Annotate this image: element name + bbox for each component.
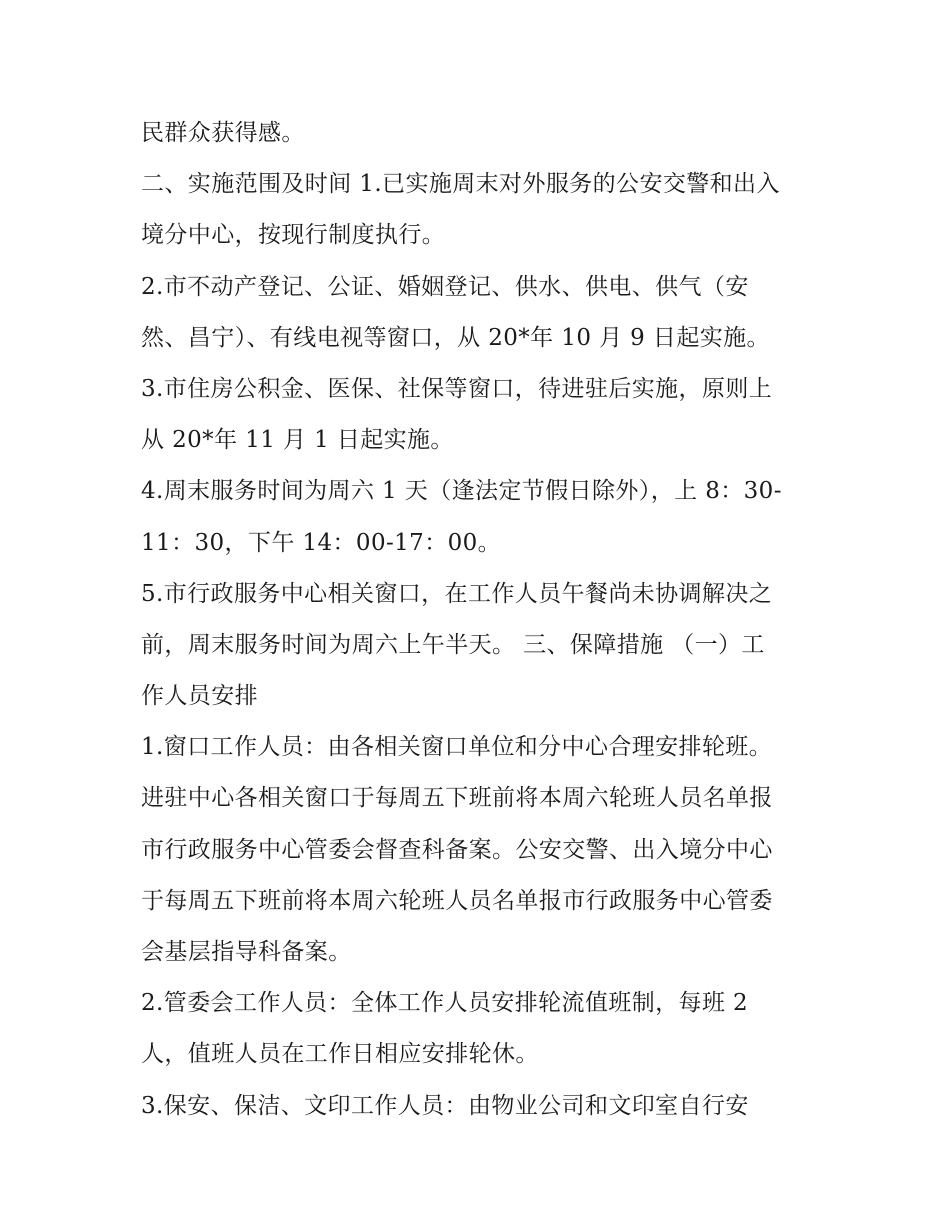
- text-line: 1.窗口工作人员：由各相关窗口单位和分中心合理安排轮班。: [141, 734, 773, 761]
- text-line: 5.市行政服务中心相关窗口，在工作人员午餐尚未协调解决之: [141, 580, 773, 607]
- document-body: [141, 108, 821, 1132]
- text-line: 人，值班人员在工作日相应安排轮休。: [141, 1041, 539, 1068]
- text-line: 2.管委会工作人员：全体工作人员安排轮流值班制，每班 2: [141, 990, 749, 1017]
- text-line: 4.周末服务时间为周六 1 天（逢法定节假日除外），上 8：30-: [141, 478, 782, 505]
- text-line: 前，周末服务时间为周六上午半天。 三、保障措施 （一）工: [141, 631, 765, 658]
- text-line: 3.市住房公积金、医保、社保等窗口，待进驻后实施，原则上: [141, 375, 773, 402]
- text-line: 11：30，下午 14：00-17：00。: [141, 529, 502, 556]
- text-line: 境分中心，按现行制度执行。: [141, 222, 446, 249]
- text-line: 进驻中心各相关窗口于每周五下班前将本周六轮班人员名单报: [141, 785, 773, 812]
- text-line: 3.保安、保洁、文印工作人员：由物业公司和文印室自行安: [141, 1092, 749, 1119]
- text-line: 于每周五下班前将本周六轮班人员名单报市行政服务中心管委: [141, 887, 773, 914]
- text-line: 2.市不动产登记、公证、婚姻登记、供水、供电、供气（安: [141, 273, 749, 300]
- text-line: 市行政服务中心管委会督查科备案。公安交警、出入境分中心: [141, 836, 773, 863]
- text-line: 民群众获得感。: [141, 120, 305, 146]
- text-line: 从 20*年 11 月 1 日起实施。: [141, 427, 454, 454]
- text-line: 作人员安排: [141, 683, 258, 710]
- text-line: 会基层指导科备案。: [141, 939, 352, 965]
- text-line: 二、实施范围及时间 1.已实施周末对外服务的公安交警和出入: [141, 171, 780, 198]
- text-line: 然、昌宁）、有线电视等窗口，从 20*年 10 月 9 日起实施。: [141, 324, 770, 351]
